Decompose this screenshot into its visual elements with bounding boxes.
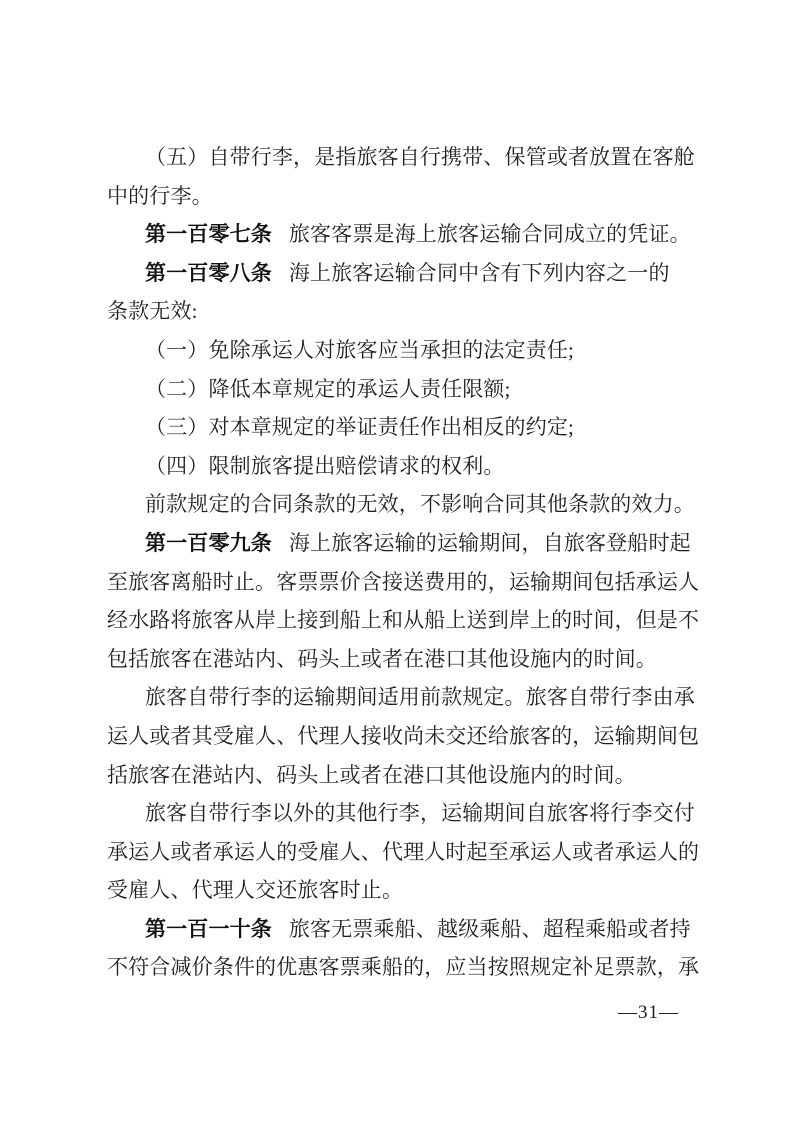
line-text: 包括旅客在港站内、码头上或者在港口其他设施内的时间。 <box>107 646 657 671</box>
text-line <box>107 717 700 756</box>
text-line <box>107 177 691 216</box>
line-text: 经水路将旅客从岸上接到船上和从船上送到岸上的时间，但是不 <box>107 608 700 633</box>
line-text: 运人或者其受雇人、代理人接收尚未交还给旅客的，运输期间包 <box>107 723 700 748</box>
line-text: 不符合减价条件的优惠客票乘船的，应当按照规定补足票款，承 <box>107 955 700 980</box>
line-text: 括旅客在港站内、码头上或者在港口其他设施内的时间。 <box>107 762 636 787</box>
line-text: 旅客自带行李的运输期间适用前款规定。旅客自带行李由承 <box>145 685 695 710</box>
article-number: 第一百零八条 <box>145 260 272 285</box>
text-line <box>107 678 695 717</box>
line-text: 旅客无票乘船、越级乘船、超程乘船或者持 <box>288 916 691 941</box>
article-number: 第一百零七条 <box>145 222 272 247</box>
text-line <box>107 485 695 524</box>
text-line <box>107 833 700 872</box>
text-line <box>107 563 700 602</box>
line-text: 海上旅客运输合同中含有下列内容之一的 <box>288 260 670 285</box>
line-text: （二）降低本章规定的承运人责任限额; <box>145 376 511 401</box>
line-text: 承运人或者承运人的受雇人、代理人时起至承运人或者承运人的 <box>107 839 700 864</box>
line-text: 旅客自带行李以外的其他行李，运输期间自旅客将行李交付 <box>145 801 695 826</box>
text-line <box>107 215 691 254</box>
text-line <box>107 948 700 987</box>
text-line <box>107 331 691 370</box>
text-line <box>107 370 691 409</box>
line-text: 前款规定的合同条款的无效，不影响合同其他条款的效力。 <box>145 492 695 517</box>
text-line <box>107 910 691 949</box>
line-text: 海上旅客运输的运输期间，自旅客登船时起 <box>288 530 691 555</box>
text-line <box>107 871 691 910</box>
text-line <box>107 756 691 795</box>
line-text: 至旅客离船时止。客票票价含接送费用的，运输期间包括承运人 <box>107 569 700 594</box>
line-text: （一）免除承运人对旅客应当承担的法定责任; <box>145 337 574 362</box>
text-line <box>107 408 691 447</box>
line-text: 受雇人、代理人交还旅客时止。 <box>107 878 404 903</box>
article-number: 第一百一十条 <box>145 916 272 941</box>
text-line <box>107 601 700 640</box>
line-text: （五）自带行李，是指旅客自行携带、保管或者放置在客舱 <box>145 145 695 169</box>
text-line <box>107 254 691 293</box>
line-text: （四）限制旅客提出赔偿请求的权利。 <box>145 453 505 478</box>
text-line <box>107 640 691 679</box>
document-body <box>107 138 700 987</box>
text-line <box>107 292 691 331</box>
line-text: （三）对本章规定的举证责任作出相反的约定; <box>145 415 574 440</box>
text-line <box>107 138 695 177</box>
text-line <box>107 794 695 833</box>
line-text: 中的行李。 <box>107 183 213 208</box>
article-number: 第一百零九条 <box>145 530 272 555</box>
page-number: —31— <box>618 1002 679 1023</box>
line-text: 旅客客票是海上旅客运输合同成立的凭证。 <box>288 222 691 247</box>
text-line <box>107 447 691 486</box>
line-text: 条款无效: <box>107 299 198 324</box>
text-line <box>107 524 691 563</box>
